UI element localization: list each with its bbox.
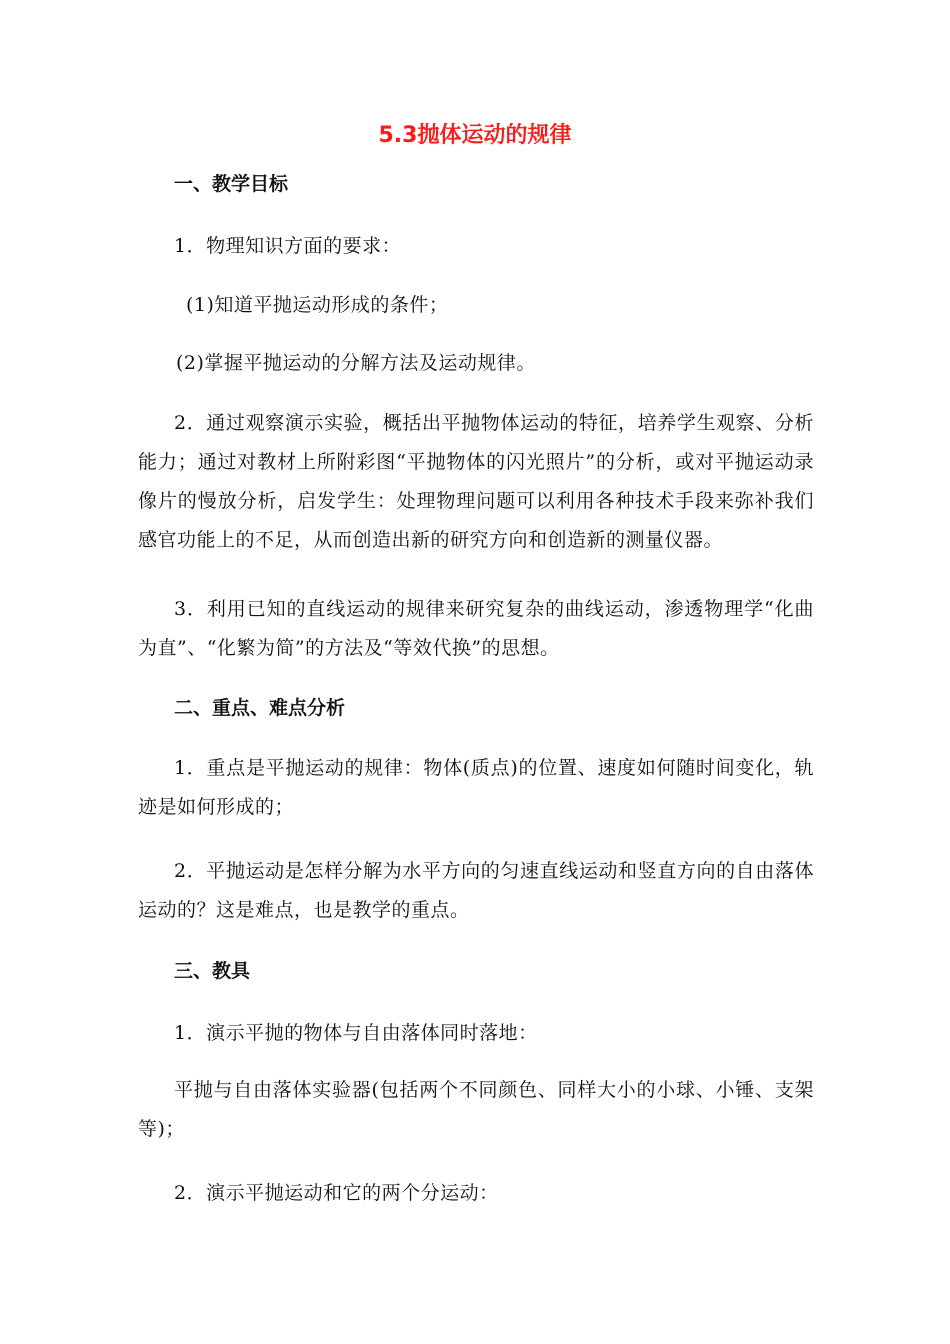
paragraph-physics-knowledge-requirements: 1．物理知识方面的要求： xyxy=(174,235,402,257)
paragraph-key-point-2: 2．平抛运动是怎样分解为水平方向的匀速直线运动和竖直方向的自由落体运动的？这是难点，也是教学的重点。 xyxy=(138,860,814,921)
document-title: 5.3抛体运动的规律 xyxy=(378,123,572,148)
paragraph-goal-2: 2．通过观察演示实验，概括出平抛物体运动的特征，培养学生观察、分析能力；通过对教材上所附彩图“平抛物体的闪光照片”的分析，或对平抛运动录像片的慢放分析，启发学生：处理物理问题可以利用各种技术手段来弥补我们感官功能上的不足，从而创造出新的研究方向和创造新的测量仪器。 xyxy=(138,412,814,551)
paragraph-aid-2: 2．演示平抛运动和它的两个分运动： xyxy=(174,1182,499,1204)
section-heading-teaching-aids: 三、教具 xyxy=(174,960,251,982)
paragraph-goal-1-1: (1)知道平抛运动形成的条件； xyxy=(186,294,449,316)
paragraph-key-point-1: 1．重点是平抛运动的规律：物体(质点)的位置、速度如何随时间变化，轨迹是如何形成的； xyxy=(138,757,814,818)
paragraph-aid-1: 1．演示平抛的物体与自由落体同时落地： xyxy=(174,1022,538,1044)
section-heading-key-difficult-points: 二、重点、难点分析 xyxy=(174,697,346,719)
paragraph-goal-1-2: (2)掌握平抛运动的分解方法及运动规律。 xyxy=(176,352,536,374)
paragraph-aid-1-detail: 平抛与自由落体实验器(包括两个不同颜色、同样大小的小球、小锤、支架等)； xyxy=(138,1079,814,1140)
paragraph-goal-3: 3．利用已知的直线运动的规律来研究复杂的曲线运动，渗透物理学“化曲为直”、“化繁为简”的方法及“等效代换”的思想。 xyxy=(138,598,814,659)
section-heading-teaching-goals: 一、教学目标 xyxy=(174,173,289,195)
